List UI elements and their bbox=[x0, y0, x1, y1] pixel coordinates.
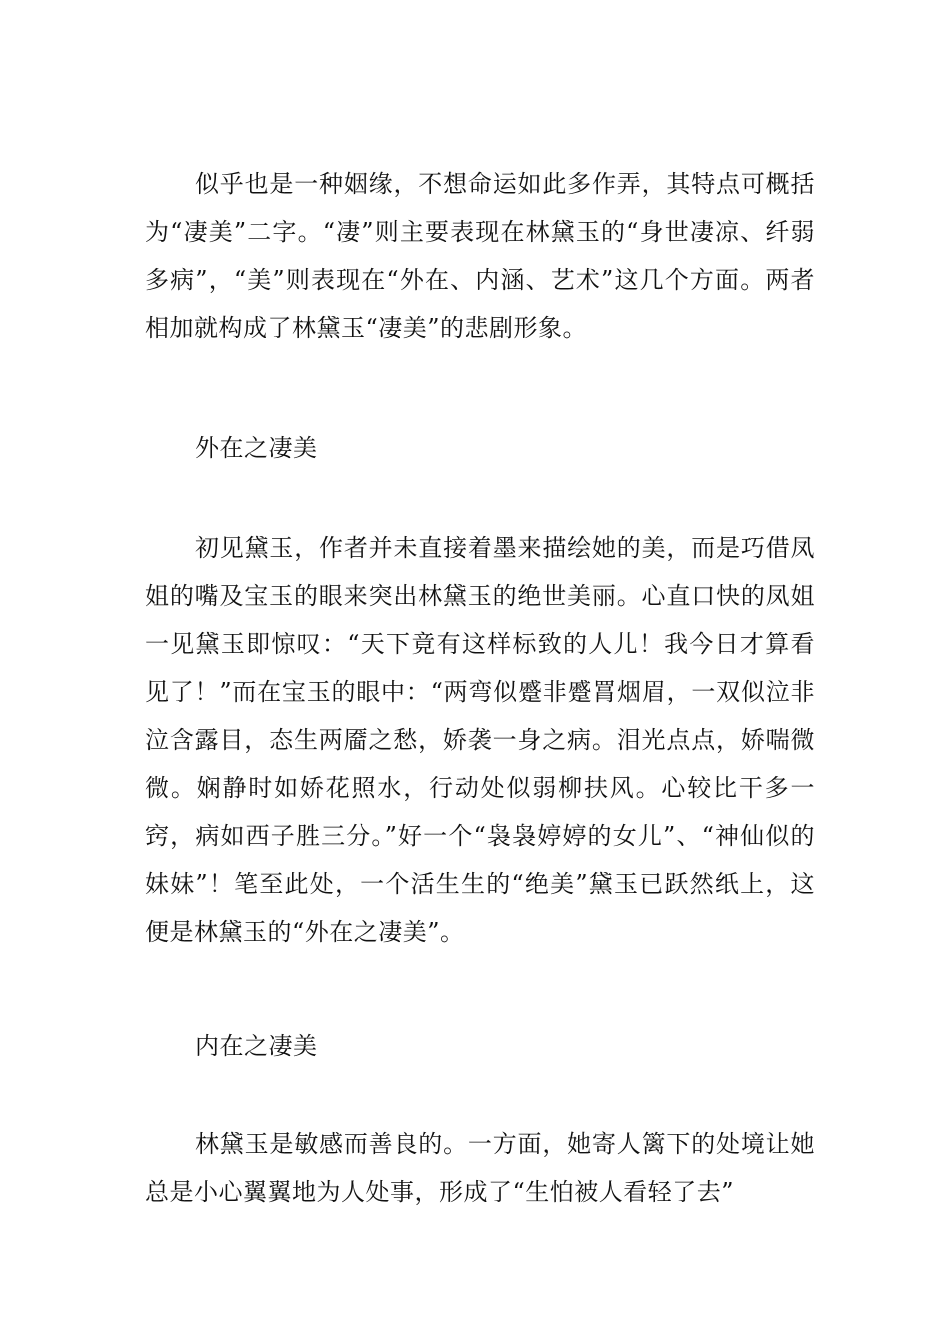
paragraph-outer-beauty: 初见黛玉，作者并未直接着墨来描绘她的美，而是巧借凤姐的嘴及宝玉的眼来突出林黛玉的绝世美丽。心直口快的凤姐一见黛玉即惊叹：“天下竟有这样标致的人儿！我今日才算看见了！”而在宝玉的眼中：“两弯似蹙非蹙罥烟眉，一双似泣非泣含露目，态生两靥之愁，娇袭一身之病。泪光点点，娇喘微微。娴静时如娇花照水，行动处似弱柳扶风。心较比干多一窍，病如西子胜三分。”好一个“袅袅婷婷的女儿”、“神仙似的妹妹”！笔至此处，一个活生生的“绝美”黛玉已跃然纸上，这便是林黛玉的“外在之凄美”。 bbox=[145, 534, 815, 946]
paragraph-inner-beauty: 林黛玉是敏感而善良的。一方面，她寄人篱下的处境让她总是小心翼翼地为人处事，形成了“生怕被人看轻了去” bbox=[145, 1130, 815, 1206]
section-heading-inner-beauty: 内在之凄美 bbox=[195, 1032, 318, 1060]
section-heading-outer-beauty: 外在之凄美 bbox=[195, 434, 318, 462]
paragraph-intro: 似乎也是一种姻缘，不想命运如此多作弄，其特点可概括为“凄美”二字。“凄”则主要表现在林黛玉的“身世凄凉、纤弱多病”，“美”则表现在“外在、内涵、艺术”这几个方面。两者相加就构成了林黛玉“凄美”的悲剧形象。 bbox=[145, 170, 815, 342]
